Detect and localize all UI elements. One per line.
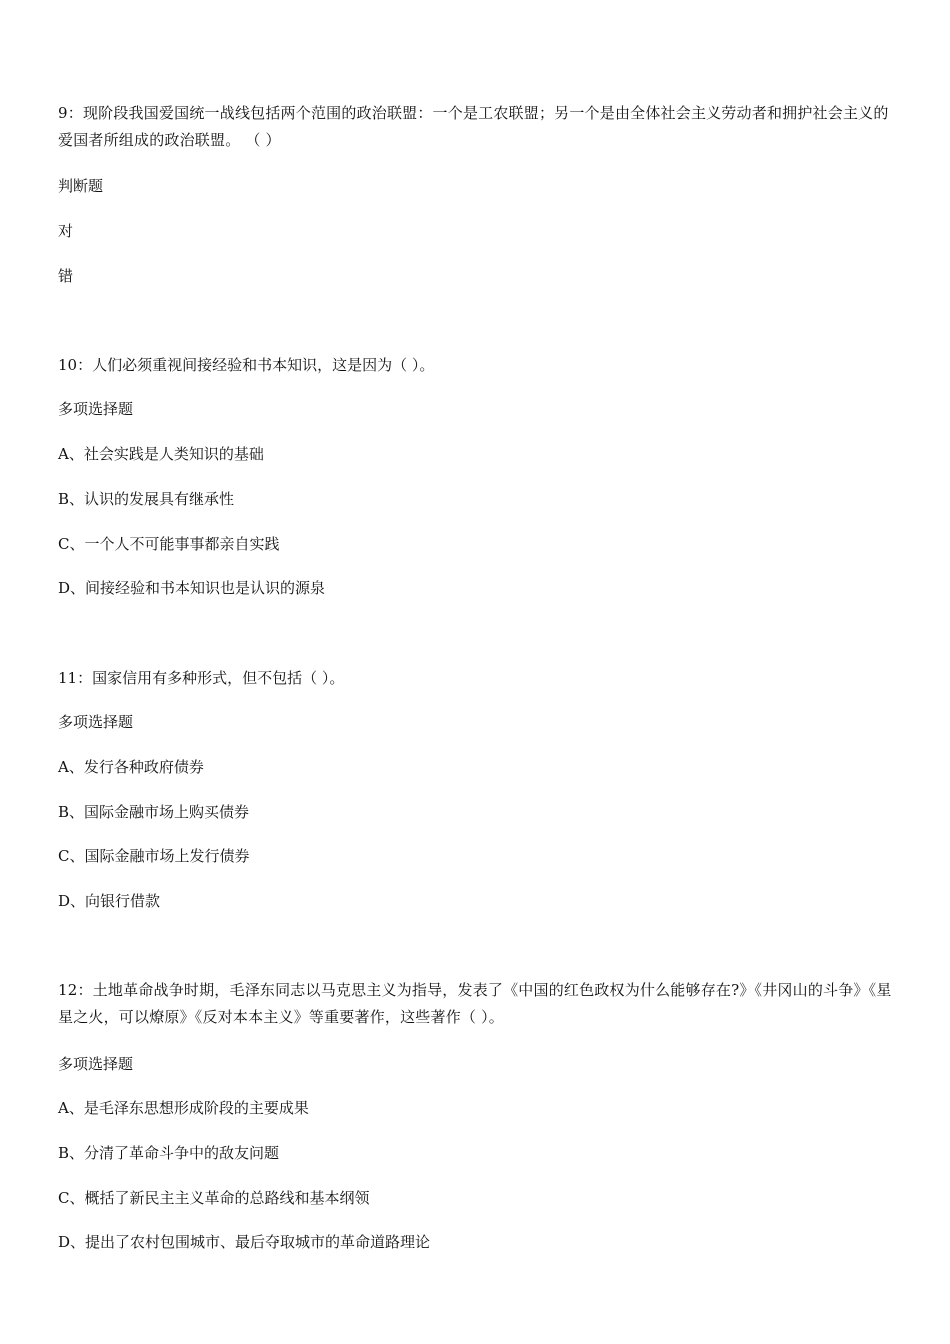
question-11-option-c: C、国际金融市场上发行债券 bbox=[58, 847, 250, 865]
question-12-option-c: C、概括了新民主主义革命的总路线和基本纲领 bbox=[58, 1189, 370, 1207]
question-10-type: 多项选择题 bbox=[58, 400, 134, 418]
question-10-option-a: A、社会实践是人类知识的基础 bbox=[58, 445, 264, 463]
question-12-option-d: D、提出了农村包围城市、最后夺取城市的革命道路理论 bbox=[58, 1233, 431, 1251]
question-11-stem: 11：国家信用有多种形式，但不包括（ ）。 bbox=[58, 669, 345, 687]
question-9-option-false: 错 bbox=[58, 267, 74, 285]
question-11-option-a: A、发行各种政府债券 bbox=[58, 758, 204, 776]
question-9-option-true: 对 bbox=[58, 222, 74, 240]
question-10-stem: 10：人们必须重视间接经验和书本知识，这是因为（ ）。 bbox=[58, 356, 435, 374]
question-9-type: 判断题 bbox=[58, 177, 104, 195]
question-10-option-b: B、认识的发展具有继承性 bbox=[58, 490, 235, 508]
question-12-type: 多项选择题 bbox=[58, 1055, 134, 1073]
question-11-option-b: B、国际金融市场上购买债券 bbox=[58, 803, 250, 821]
question-10-option-c: C、一个人不可能事事都亲自实践 bbox=[58, 535, 280, 553]
question-12-stem: 12：土地革命战争时期，毛泽东同志以马克思主义为指导，发表了《中国的红色政权为什么能够存在?》《井冈山的斗争》《星星之火，可以燎原》《反对本本主义》等重要著作，这些著作（ ）。 bbox=[58, 981, 892, 1026]
question-11-option-d: D、向银行借款 bbox=[58, 892, 161, 910]
question-11-type: 多项选择题 bbox=[58, 713, 134, 731]
question-9-stem: 9：现阶段我国爱国统一战线包括两个范围的政治联盟：一个是工农联盟；另一个是由全体社会主义劳动者和拥护社会主义的爱国者所组成的政治联盟。 （ ） bbox=[58, 104, 889, 149]
question-12-option-b: B、分清了革命斗争中的敌友问题 bbox=[58, 1144, 280, 1162]
question-10-option-d: D、间接经验和书本知识也是认识的源泉 bbox=[58, 579, 326, 597]
question-12-option-a: A、是毛泽东思想形成阶段的主要成果 bbox=[58, 1099, 309, 1117]
